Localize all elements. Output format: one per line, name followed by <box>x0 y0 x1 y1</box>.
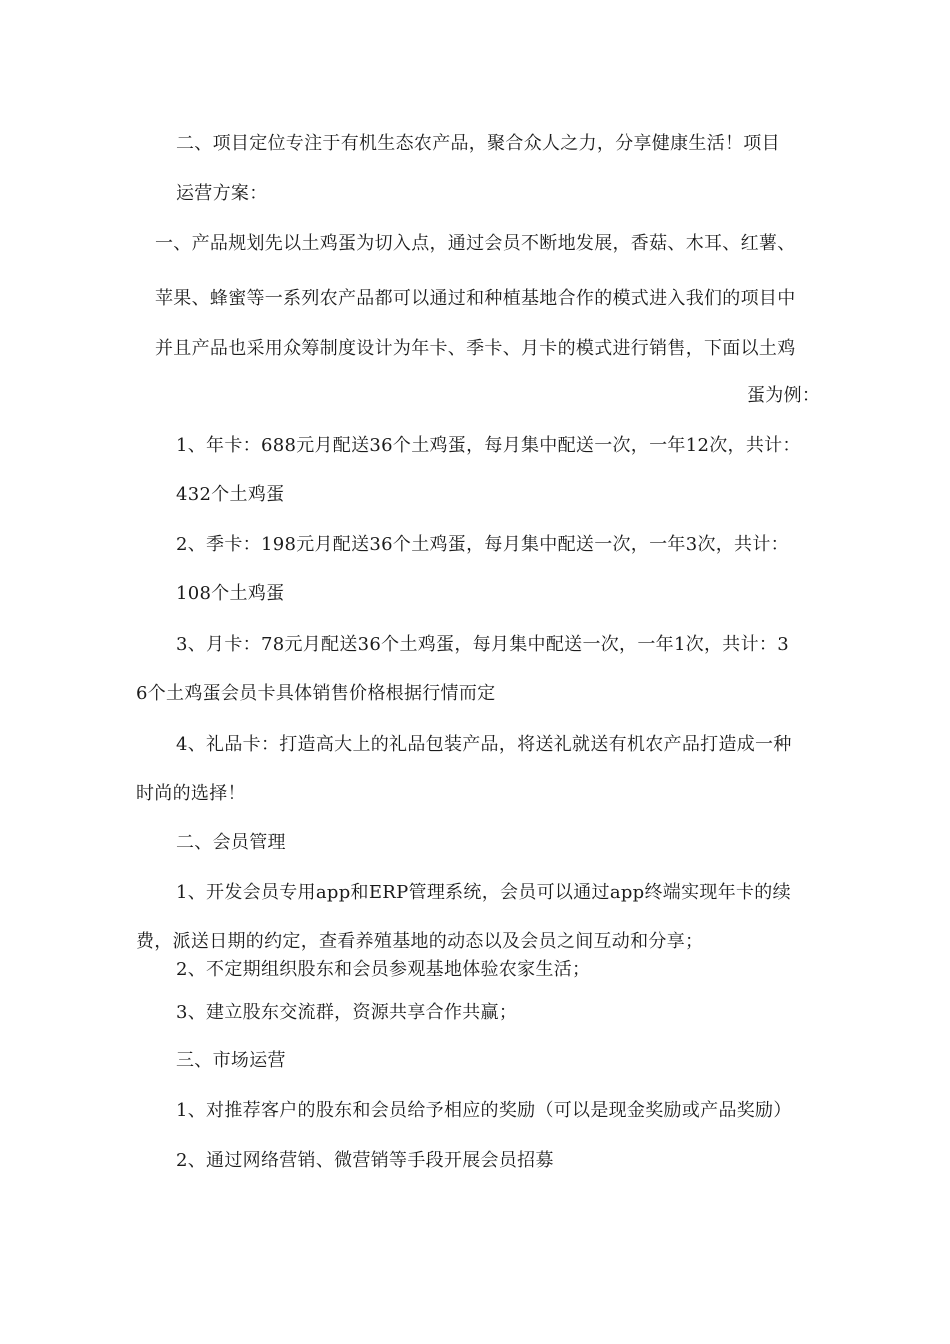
paragraph-positioning-line-2: 运营方案： <box>176 183 268 204</box>
paragraph-product-plan-line-4: 蛋为例： <box>747 385 821 406</box>
item-year-card-line-1: 1、年卡：688元月配送36个土鸡蛋，每月集中配送一次，一年12次，共计： <box>176 435 801 456</box>
market-item-2: 2、通过网络营销、微营销等手段开展会员招募 <box>176 1150 554 1171</box>
paragraph-product-plan-line-1: 一、产品规划先以土鸡蛋为切入点，通过会员不断地发展，香菇、木耳、红薯、 <box>155 233 796 254</box>
member-item-1-line-1: 1、开发会员专用app和ERP管理系统，会员可以通过app终端实现年卡的续 <box>176 882 791 903</box>
heading-member-management: 二、会员管理 <box>176 832 286 853</box>
heading-market-operation: 三、市场运营 <box>176 1050 286 1071</box>
item-gift-card-line-1: 4、礼品卡：打造高大上的礼品包装产品，将送礼就送有机农产品打造成一种 <box>176 734 792 755</box>
paragraph-positioning-line-1: 二、项目定位专注于有机生态农产品，聚合众人之力，分享健康生活！项目 <box>176 133 780 154</box>
member-item-2: 2、不定期组织股东和会员参观基地体验农家生活； <box>176 959 591 980</box>
paragraph-product-plan-line-3: 并且产品也采用众筹制度设计为年卡、季卡、月卡的模式进行销售，下面以土鸡 <box>155 338 796 359</box>
item-season-card-line-1: 2、季卡：198元月配送36个土鸡蛋，每月集中配送一次，一年3次，共计： <box>176 534 789 555</box>
item-season-card-line-2: 108个土鸡蛋 <box>176 583 285 604</box>
item-year-card-line-2: 432个土鸡蛋 <box>176 484 285 505</box>
market-item-1: 1、对推荐客户的股东和会员给予相应的奖励（可以是现金奖励或产品奖励） <box>176 1100 792 1121</box>
member-item-3: 3、建立股东交流群，资源共享合作共赢； <box>176 1002 518 1023</box>
item-month-card-line-2: 6个土鸡蛋会员卡具体销售价格根据行情而定 <box>136 683 496 704</box>
item-month-card-line-1: 3、月卡：78元月配送36个土鸡蛋，每月集中配送一次，一年1次，共计：3 <box>176 634 789 655</box>
member-item-1-line-2: 费，派送日期的约定，查看养殖基地的动态以及会员之间互动和分享； <box>136 931 704 952</box>
item-gift-card-line-2: 时尚的选择！ <box>136 783 246 804</box>
paragraph-product-plan-line-2: 苹果、蜂蜜等一系列农产品都可以通过和种植基地合作的模式进入我们的项目中 <box>155 288 796 309</box>
